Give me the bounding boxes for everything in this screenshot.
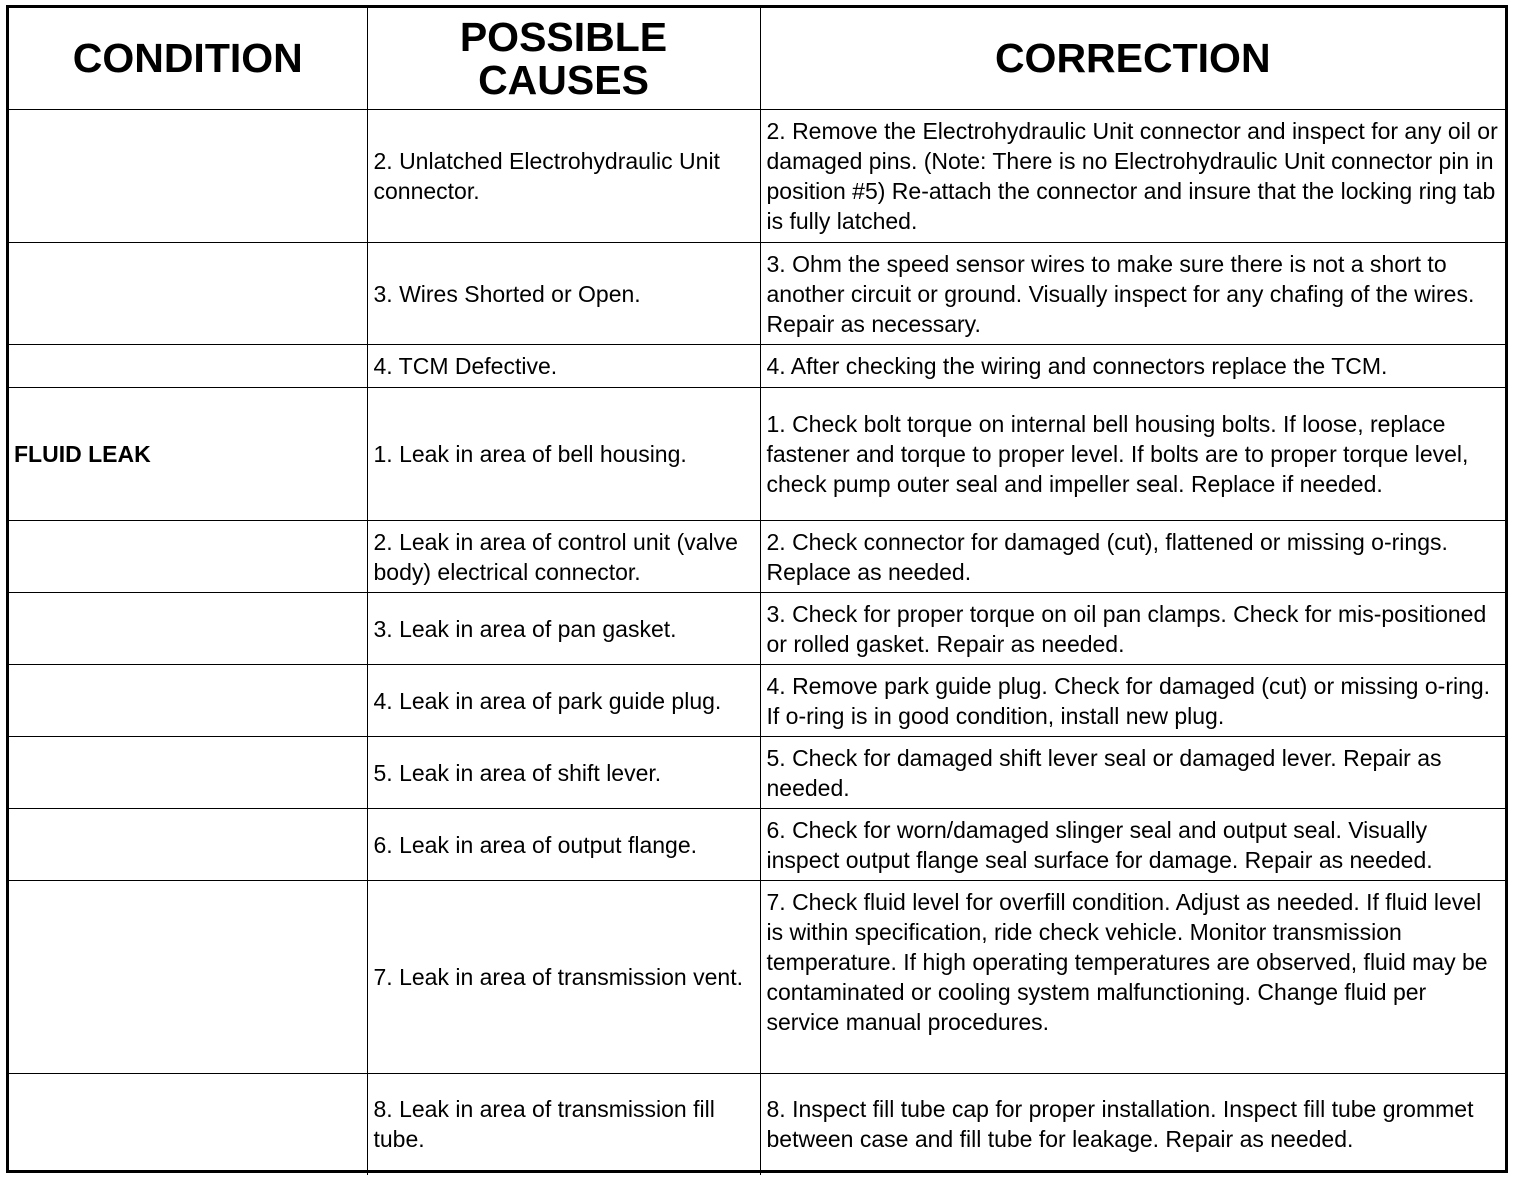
correction-cell: 8. Inspect fill tube cap for proper installation. Inspect fill tube grommet between case and fill tube for leakage. Repair as needed. <box>760 1074 1505 1175</box>
condition-cell: FLUID LEAK <box>9 388 367 521</box>
correction-cell: 3. Ohm the speed sensor wires to make sure there is not a short to another circuit or ground. Visually inspect for any chafing of the wires. Repair as necessary. <box>760 243 1505 345</box>
cause-cell: 4. Leak in area of park guide plug. <box>367 665 760 737</box>
table-row <box>9 737 1505 809</box>
table-row <box>9 881 1505 1074</box>
correction-cell: 6. Check for worn/damaged slinger seal and output seal. Visually inspect output flange seal surface for damage. Repair as needed. <box>760 809 1505 881</box>
cause-cell: 2. Leak in area of control unit (valve body) electrical connector. <box>367 521 760 593</box>
cause-cell: 2. Unlatched Electrohydraulic Unit connector. <box>367 110 760 243</box>
correction-cell: 2. Check connector for damaged (cut), flattened or missing o-rings. Replace as needed. <box>760 521 1505 593</box>
table-row <box>9 243 1505 345</box>
possible-causes-header: POSSIBLE CAUSES <box>367 8 760 110</box>
condition-cell <box>9 1074 367 1175</box>
correction-cell: 2. Remove the Electrohydraulic Unit connector and inspect for any oil or damaged pins. (Note: There is no Electrohydraulic Unit connector pin in position #5) Re-attach the connector and insure that the locking ring tab is fully latched. <box>760 110 1505 243</box>
correction-cell: 4. Remove park guide plug. Check for damaged (cut) or missing o-ring. If o-ring is in good condition, install new plug. <box>760 665 1505 737</box>
diagnosis-table <box>9 8 1505 1175</box>
correction-cell: 7. Check fluid level for overfill condition. Adjust as needed. If fluid level is within specification, ride check vehicle. Monitor transmission temperature. If high operating temperatures are observed, fluid may be contaminated or cooling system malfunctioning. Change fluid per service manual procedures. <box>760 881 1505 1074</box>
table-row <box>9 110 1505 243</box>
condition-cell <box>9 809 367 881</box>
condition-cell <box>9 593 367 665</box>
correction-cell: 4. After checking the wiring and connectors replace the TCM. <box>760 345 1505 388</box>
table-row <box>9 665 1505 737</box>
cause-cell: 4. TCM Defective. <box>367 345 760 388</box>
condition-cell <box>9 110 367 243</box>
condition-cell <box>9 737 367 809</box>
cause-cell: 8. Leak in area of transmission fill tube. <box>367 1074 760 1175</box>
correction-cell: 3. Check for proper torque on oil pan clamps. Check for mis-positioned or rolled gasket. Repair as needed. <box>760 593 1505 665</box>
correction-header: CORRECTION <box>760 8 1505 110</box>
correction-cell: 1. Check bolt torque on internal bell housing bolts. If loose, replace fastener and torque to proper level. If bolts are to proper torque level, check pump outer seal and impeller seal. Replace if needed. <box>760 388 1505 521</box>
table-row <box>9 593 1505 665</box>
cause-cell: 1. Leak in area of bell housing. <box>367 388 760 521</box>
cause-cell: 3. Leak in area of pan gasket. <box>367 593 760 665</box>
table-row <box>9 521 1505 593</box>
condition-cell <box>9 665 367 737</box>
cause-cell: 6. Leak in area of output flange. <box>367 809 760 881</box>
condition-header: CONDITION <box>9 8 367 110</box>
table-row <box>9 809 1505 881</box>
condition-cell <box>9 881 367 1074</box>
condition-cell <box>9 345 367 388</box>
table-row <box>9 388 1505 521</box>
correction-cell: 5. Check for damaged shift lever seal or damaged lever. Repair as needed. <box>760 737 1505 809</box>
condition-cell <box>9 243 367 345</box>
table-row <box>9 345 1505 388</box>
condition-cell <box>9 521 367 593</box>
cause-cell: 5. Leak in area of shift lever. <box>367 737 760 809</box>
cause-cell: 3. Wires Shorted or Open. <box>367 243 760 345</box>
table-header-row <box>9 8 1505 110</box>
cause-cell: 7. Leak in area of transmission vent. <box>367 881 760 1074</box>
diagnosis-table-frame <box>6 5 1508 1173</box>
table-row <box>9 1074 1505 1175</box>
